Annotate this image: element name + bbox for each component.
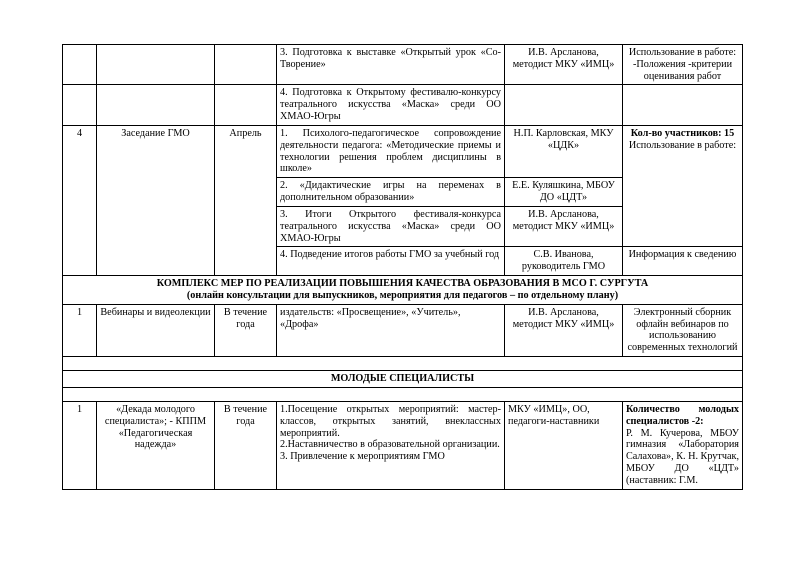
cell-date: [215, 85, 277, 125]
cell-activity: 4. Подготовка к Открытому фестивалю-конкурсу театрального искусства «Маска» среди ОО ХМАО-Югры: [277, 85, 505, 125]
table-row: [63, 45, 743, 85]
cell-activity: 4. Подведение итогов работы ГМО за учебный год: [277, 247, 505, 276]
activity-line: 2.Наставничество в образовательной организации.: [280, 439, 500, 451]
banner-young-specialists: МОЛОДЫЕ СПЕЦИАЛИСТЫ: [63, 371, 743, 388]
cell-responsible: С.В. Иванова, руководитель ГМО: [505, 247, 623, 276]
cell-responsible: И.В. Арсланова, методист МКУ «ИМЦ»: [505, 45, 623, 85]
plan-table: [62, 44, 743, 490]
cell-date: В течение года: [215, 304, 277, 356]
cell-activity: 3. Итоги Открытого фестиваля-конкурса театрального искусства «Маска» среди ОО ХМАО-Югры: [277, 206, 505, 246]
banner-complex-line2: (онлайн консультации для выпускников, мероприятия для педагогов – по отдельному плану): [186, 289, 619, 301]
banner-complex-line1: КОМПЛЕКС МЕР ПО РЕАЛИЗАЦИИ ПОВЫШЕНИЯ КАЧЕСТВА ОБРАЗОВАНИЯ В МСО Г. СУРГУТА: [156, 278, 649, 290]
cell-activity: 2. «Дидактические игры на переменах в дополнительном образовании»: [277, 178, 505, 207]
cell-date: В течение года: [215, 401, 277, 489]
cell-name: Вебинары и видеолекции: [97, 304, 215, 356]
cell-result: [623, 85, 743, 125]
activity-line: 1.Посещение открытых мероприятий: мастер-классов, открытых занятий, внеклассных мероприятий.: [280, 403, 501, 439]
banner-complex: [63, 276, 743, 305]
cell-result: Электронный сборник офлайн вебинаров по использованию современных технологий: [623, 304, 743, 356]
cell-activity: [277, 401, 505, 489]
cell-num: [63, 85, 97, 125]
table-row-webinars: [63, 304, 743, 356]
cell-activity: 3. Подготовка к выставке «Открытый урок «Со-Творение»: [277, 45, 505, 85]
activity-line: 3. Привлечение к мероприятиям ГМО: [280, 451, 445, 463]
cell-name: Заседание ГМО: [97, 125, 215, 275]
cell-name: [97, 85, 215, 125]
spacer-cell: [63, 387, 743, 401]
spacer-row: [63, 357, 743, 371]
participants-count: Кол-во участников: 15: [630, 127, 735, 139]
table-row-young: [63, 401, 743, 489]
spacer-row: [63, 387, 743, 401]
spacer-cell: [63, 357, 743, 371]
young-count: Количество молодых специалистов -2:: [626, 403, 739, 427]
result-text: Р. М. Кучерова, МБОУ гимназия «Лаборатория Салахова», К. Н. Крутчак, МБОУ ДО «ЦДТ» (наставник: Г.М.: [626, 427, 739, 486]
cell-responsible: Н.П. Карловская, МКУ «ЦДК»: [505, 125, 623, 177]
table-row: [63, 125, 743, 177]
cell-result: Информация к сведению: [623, 247, 743, 276]
banner-row-young: [63, 371, 743, 388]
cell-num: 1: [63, 401, 97, 489]
cell-responsible: И.В. Арсланова, методист МКУ «ИМЦ»: [505, 304, 623, 356]
cell-result: [623, 401, 743, 489]
cell-result: Использование в работе: -Положения -критерии оценивания работ: [623, 45, 743, 85]
result-text: Использование в работе:: [628, 139, 737, 151]
cell-name: «Декада молодого специалиста»; - КППМ «Педагогическая надежда»: [97, 401, 215, 489]
cell-activity: издательств: «Просвещение», «Учитель», «Дрофа»: [277, 304, 505, 356]
cell-name: [97, 45, 215, 85]
table-row: [63, 85, 743, 125]
cell-result: [623, 125, 743, 246]
cell-num: 1: [63, 304, 97, 356]
cell-num: [63, 45, 97, 85]
cell-num: 4: [63, 125, 97, 275]
banner-row-complex: [63, 276, 743, 305]
cell-responsible: И.В. Арсланова, методист МКУ «ИМЦ»: [505, 206, 623, 246]
cell-responsible: МКУ «ИМЦ», ОО, педагоги-наставники: [505, 401, 623, 489]
cell-activity: 1. Психолого-педагогическое сопровождение деятельности педагога: «Методические приемы и технологии решения проблем дисциплины в школе»: [277, 125, 505, 177]
cell-date: [215, 45, 277, 85]
cell-date: Апрель: [215, 125, 277, 275]
cell-responsible: Е.Е. Куляшкина, МБОУ ДО «ЦДТ»: [505, 178, 623, 207]
cell-responsible: [505, 85, 623, 125]
